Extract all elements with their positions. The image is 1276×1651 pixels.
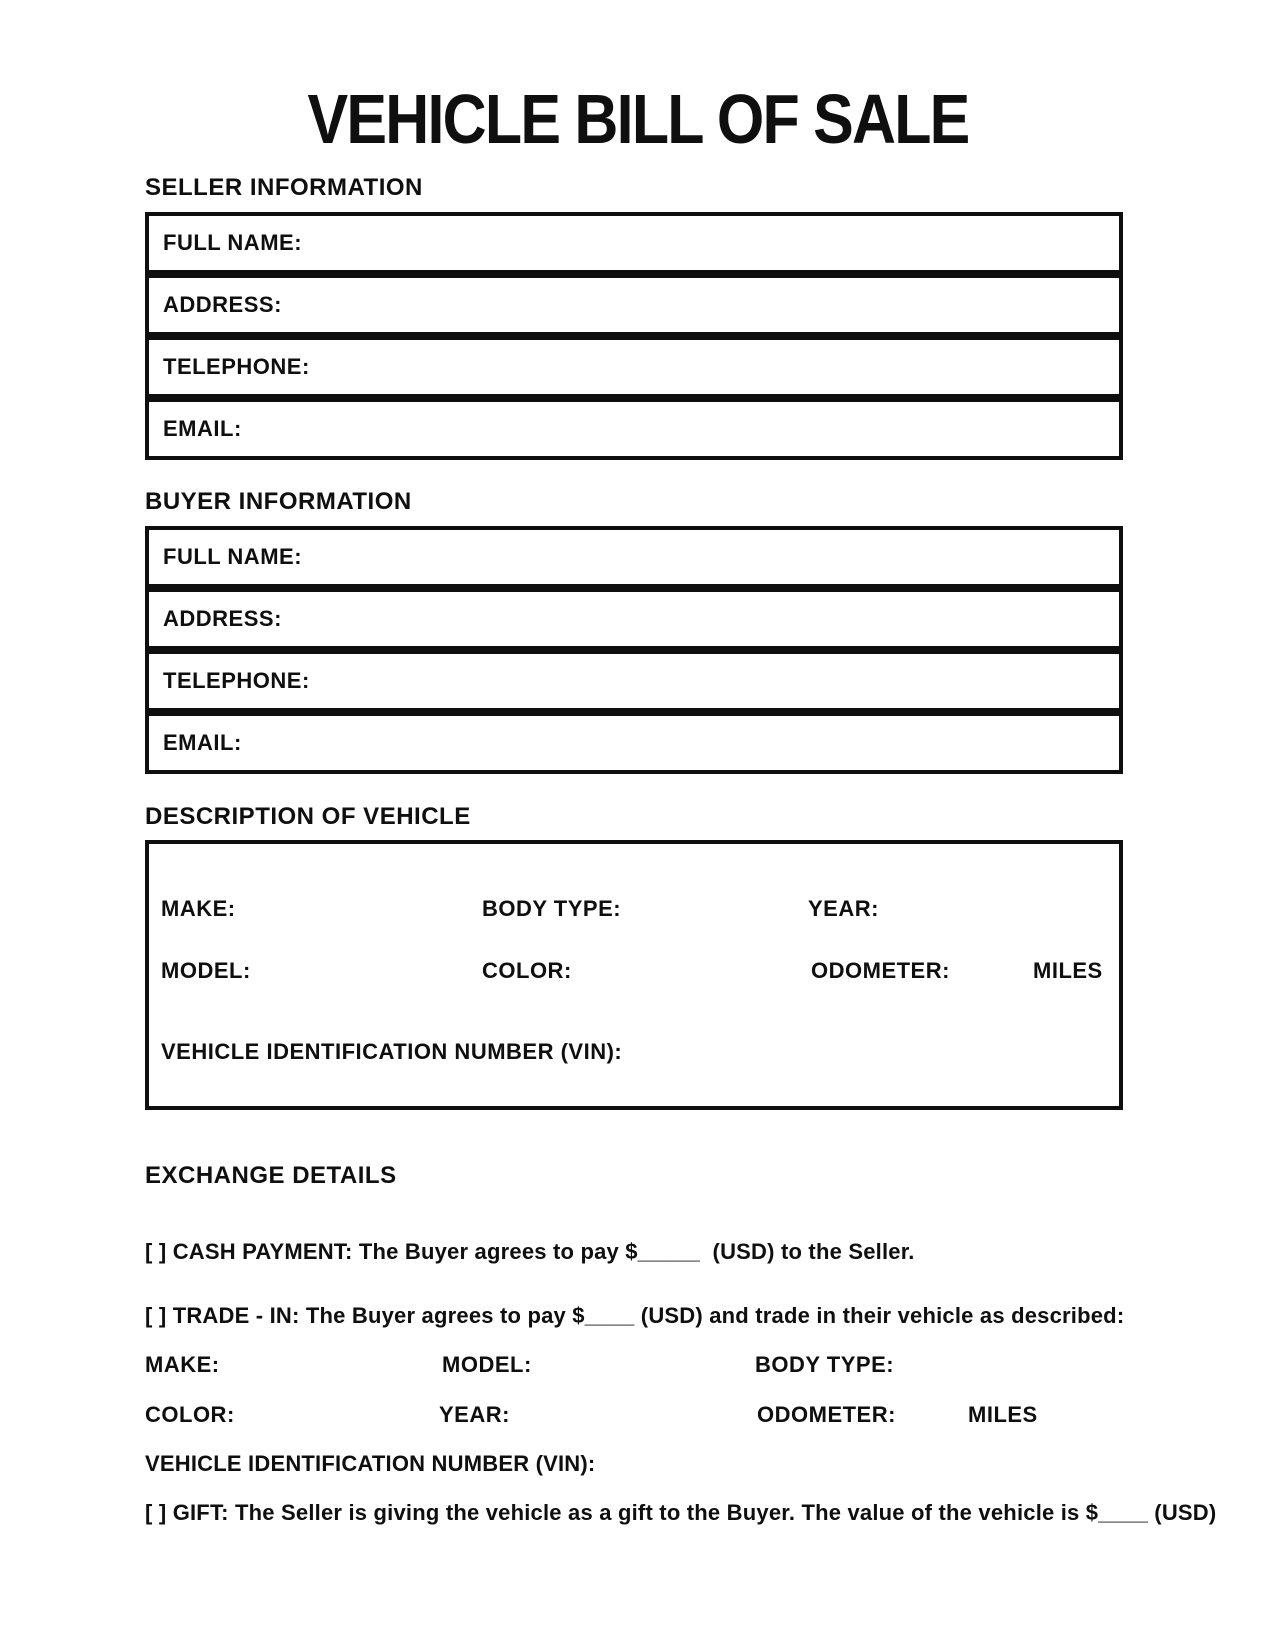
seller-section-heading: SELLER INFORMATION [145,174,423,201]
vehicle-model-label: MODEL: [161,958,251,983]
trade-miles-unit-label: MILES [968,1402,1038,1427]
trade-color-label: COLOR: [145,1402,235,1427]
trade-in-checkbox[interactable]: [ ] [145,1303,167,1328]
exchange-section-heading: EXCHANGE DETAILS [145,1162,397,1189]
seller-telephone-label: TELEPHONE: [163,354,310,379]
cash-payment-label: CASH PAYMENT: [172,1239,353,1264]
vehicle-miles-unit-label: MILES [1033,958,1103,983]
cash-payment-text: The Buyer agrees to pay $_____ (USD) to the Seller. [358,1239,915,1264]
trade-vehicle-row-1[interactable] [145,1352,1230,1382]
seller-info-box [145,212,1123,460]
buyer-telephone-label: TELEPHONE: [163,668,310,693]
trade-in-option [145,1303,1230,1329]
trade-vin-label: VEHICLE IDENTIFICATION NUMBER (VIN): [145,1451,596,1476]
buyer-full-name-label: FULL NAME: [163,544,303,569]
trade-model-label: MODEL: [442,1352,532,1377]
gift-label: GIFT: [172,1500,229,1525]
trade-make-label: MAKE: [145,1352,220,1377]
vehicle-odometer-label: ODOMETER: [811,958,950,983]
trade-in-label: TRADE - IN: [172,1303,300,1328]
vehicle-body-type-label: BODY TYPE: [482,896,622,921]
buyer-email-row[interactable] [145,712,1123,774]
trade-year-label: YEAR: [439,1402,510,1427]
gift-checkbox[interactable]: [ ] [145,1500,167,1525]
seller-address-row[interactable] [145,274,1123,336]
vehicle-year-label: YEAR: [808,896,879,921]
cash-payment-checkbox[interactable]: [ ] [145,1239,167,1264]
seller-telephone-row[interactable] [145,336,1123,398]
vehicle-description-box[interactable] [145,840,1123,1110]
buyer-address-label: ADDRESS: [163,606,282,631]
trade-vehicle-row-2[interactable] [145,1402,1230,1432]
buyer-section-heading: BUYER INFORMATION [145,488,412,515]
seller-full-name-row[interactable] [145,212,1123,274]
gift-option [145,1500,1230,1526]
vehicle-vin-label: VEHICLE IDENTIFICATION NUMBER (VIN): [161,1039,623,1064]
seller-email-row[interactable] [145,398,1123,460]
vehicle-section-heading: DESCRIPTION OF VEHICLE [145,803,471,830]
trade-in-text: The Buyer agrees to pay $____ (USD) and trade in their vehicle as described: [305,1303,1125,1328]
document-title: VEHICLE BILL OF SALE [307,80,969,158]
buyer-address-row[interactable] [145,588,1123,650]
buyer-info-box [145,526,1123,774]
gift-text: The Seller is giving the vehicle as a gift to the Buyer. The value of the vehicle is $____ (USD) [235,1500,1217,1525]
seller-address-label: ADDRESS: [163,292,282,317]
trade-body-type-label: BODY TYPE: [755,1352,895,1377]
buyer-email-label: EMAIL: [163,730,242,755]
vehicle-make-label: MAKE: [161,896,236,921]
buyer-full-name-row[interactable] [145,526,1123,588]
seller-full-name-label: FULL NAME: [163,230,303,255]
vehicle-color-label: COLOR: [482,958,572,983]
trade-vin-line[interactable] [145,1451,1230,1477]
cash-payment-option [145,1239,1230,1265]
trade-odometer-label: ODOMETER: [757,1402,896,1427]
seller-email-label: EMAIL: [163,416,242,441]
buyer-telephone-row[interactable] [145,650,1123,712]
